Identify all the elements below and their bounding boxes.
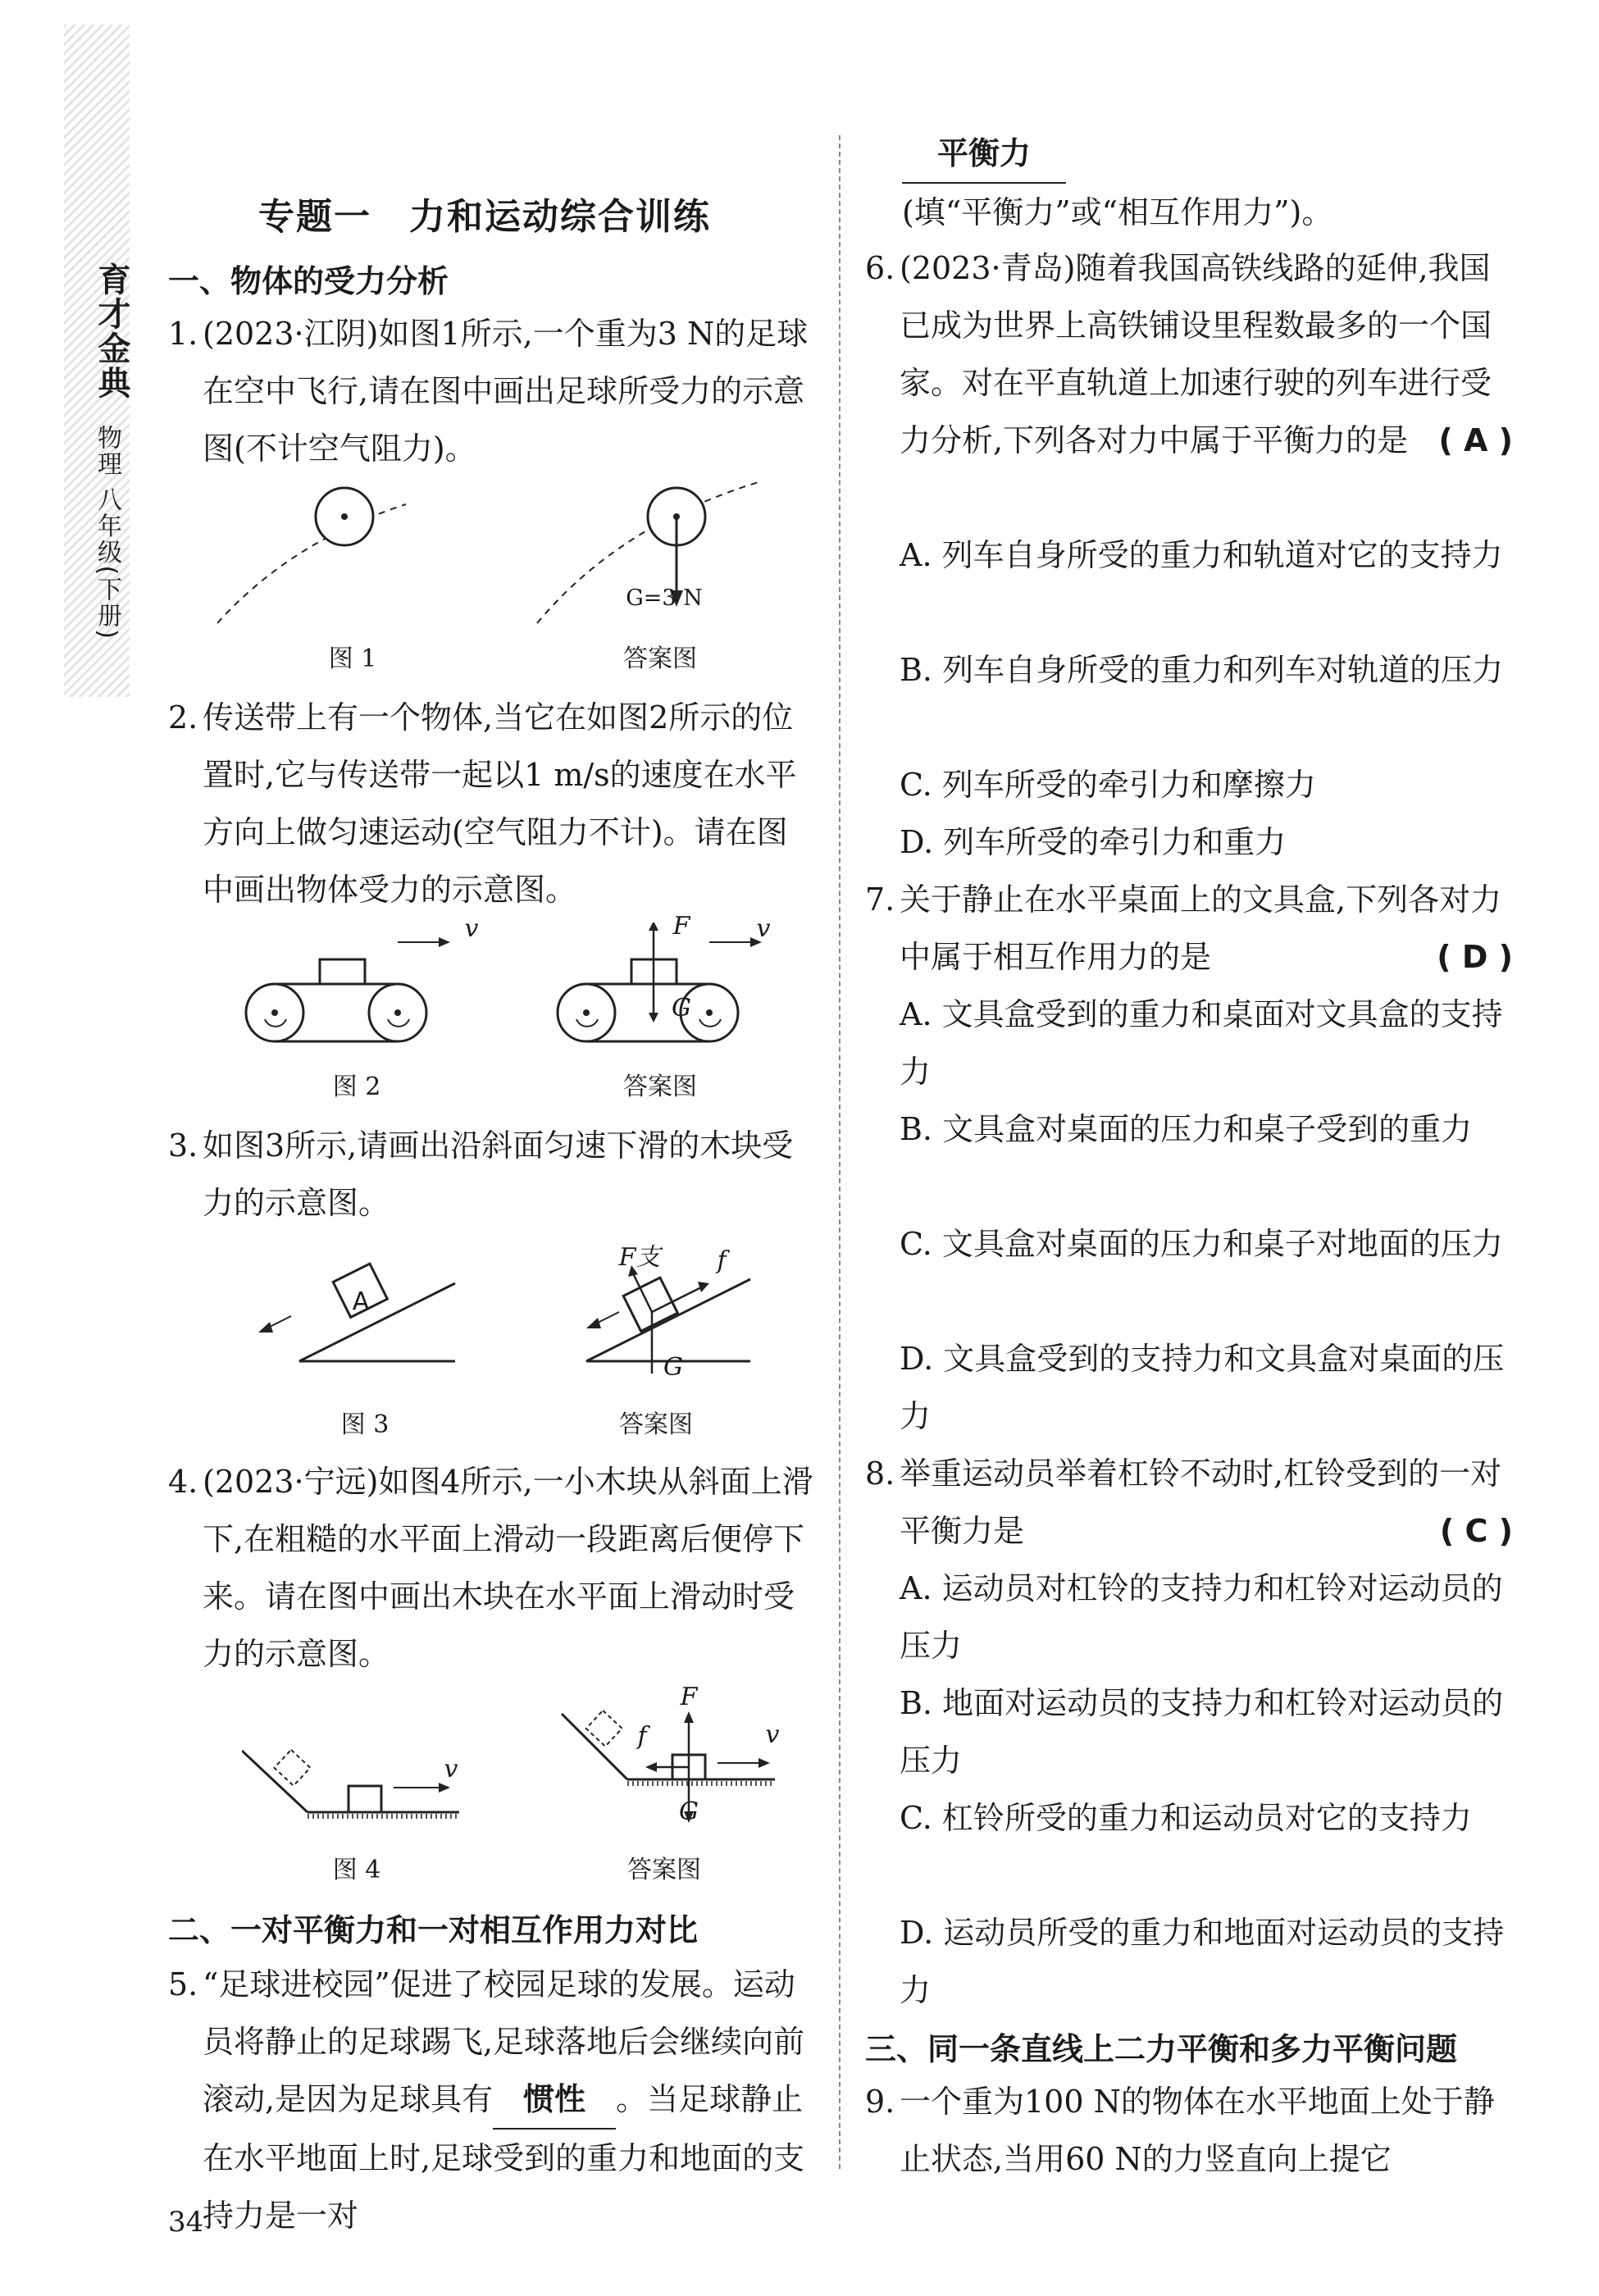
question-text: 如图3所示,请画出沿斜面匀速下滑的木块受力的示意图。 [203,1128,794,1221]
option-b: B. 文具盒对桌面的压力和桌子受到的重力 [900,1111,1473,1147]
question-9 [865,2073,1513,2188]
support-force-label: F [672,912,690,941]
slope-answer [562,1711,775,1823]
question-text: 传送带上有一个物体,当它在如图2所示的位置时,它与传送带一起以1 m/s的速度在水平方向上做匀速运动(空气阻力不计)。请在图中画出物体受力的示意图。 [203,699,797,908]
answer-choice: ( D ) [1437,939,1513,975]
question-number: 6. [865,250,895,286]
answer-force-label: G=3 N [626,585,703,611]
question-2 [168,689,816,918]
figure-1 [217,476,791,664]
question-text-part-b: 。当足球静止在水平地面上时,足球受到的重力和地面的支持力是一对 [203,2081,805,2234]
figure-2 [242,922,800,1062]
question-text: (2023·青岛)随着我国高铁线路的延伸,我国已成为世界上高铁铺设里程数最多的一个国家。对在平直轨道上加速行驶的列车进行受力分析,下列各对力中属于平衡力的是 [900,250,1492,458]
normal-force-label: F支 [618,1243,661,1272]
gravity-label: G [663,1353,683,1382]
question-text: 关于静止在水平桌面上的文具盒,下列各对力中属于相互作用力的是 [900,882,1502,975]
question-5 [168,1956,816,2244]
friction-label: f [717,1246,727,1275]
figure-1-answer-caption: 答案图 [623,645,697,673]
figure-3 [258,1234,783,1374]
question-text: (2023·江阴)如图1所示,一个重为3 N的足球在空中飞行,请在图中画出足球所受力的示意图(不计空气阻力)。 [203,316,809,467]
figure-2-answer-caption: 答案图 [623,1073,697,1101]
friction-label: f [637,1722,647,1751]
answer-blank-1: 惯性 [493,2070,616,2130]
support-force-label: F [680,1683,698,1711]
velocity-label: v [464,914,479,943]
question-number: 4. [168,1464,198,1500]
figure-2-caption: 图 2 [332,1073,381,1101]
option-c: C. 杠铃所受的重力和运动员对它的支持力 [900,1800,1472,1836]
question-8 [865,1445,1513,1560]
figure-4-answer-caption: 答案图 [627,1856,701,1884]
answer-blank-2: 平衡力 [902,125,1066,184]
gravity-label: G [672,994,691,1023]
option-a: A. 运动员对杠铃的支持力和杠铃对运动员的压力 [900,1570,1503,1664]
block-label: A [352,1287,370,1316]
velocity-label: v [444,1755,458,1784]
column-divider [839,135,840,2169]
question-text-part-c: (填“平衡力”或“相互作用力”)。 [902,194,1333,230]
option-b: B. 列车自身所受的重力和列车对轨道的压力 [900,652,1504,688]
conveyor-belt-answer [558,922,762,1041]
section-heading-2: 二、一对平衡力和一对相互作用力对比 [168,1912,699,1948]
question-6 [865,239,1513,469]
question-number: 5. [168,1966,198,2002]
conveyor-belt-left [246,937,450,1041]
figure-1-caption: 图 1 [328,645,377,673]
section-heading-1: 一、物体的受力分析 [168,263,449,299]
gravity-label: G [679,1797,699,1826]
question-text: (2023·宁远)如图4所示,一小木块从斜面上滑下,在粗糙的水平面上滑动一段距离后便停下来。请在图中画出木块在水平面上滑动时受力的示意图。 [203,1464,813,1672]
page-number: 34 [168,2206,204,2239]
option-d: D. 文具盒受到的支持力和文具盒对桌面的压力 [900,1341,1505,1434]
figure-3-caption: 图 3 [340,1410,390,1439]
figure-3-answer-caption: 答案图 [619,1410,693,1439]
question-text: 举重运动员举着杠铃不动时,杠铃受到的一对平衡力是 [900,1456,1502,1549]
velocity-label-answer: v [756,914,771,943]
question-text: 一个重为100 N的物体在水平地面上处于静止状态,当用60 N的力竖直向上提它 [900,2084,1495,2177]
question-number: 1. [168,316,198,352]
page-title: 专题一 力和运动综合训练 [258,196,711,238]
option-a: A. 文具盒受到的重力和桌面对文具盒的支持力 [900,996,1503,1090]
answer-choice: ( C ) [1439,1513,1513,1549]
book-brand: 育才金典 [93,262,130,400]
question-1 [168,305,816,477]
question-4 [168,1453,816,1683]
question-text [902,125,1513,184]
question-number: 2. [168,699,198,736]
book-subject: 物理 八年级(下册) [93,425,121,640]
question-number: 7. [865,882,895,918]
question-number: 9. [865,2084,895,2120]
option-c: C. 文具盒对桌面的压力和桌子对地面的压力 [900,1226,1503,1262]
question-5-continued [902,125,1513,241]
question-text-part-a: “足球进校园”促进了校园足球的发展。运动员将静止的足球踢飞,足球落地后会继续向前滚动,是因为足球具有 [203,1966,805,2117]
option-c: C. 列车所受的牵引力和摩擦力 [900,767,1316,803]
velocity-label-answer: v [765,1720,780,1749]
question-number: 8. [865,1456,895,1492]
question-3 [168,1117,816,1232]
side-label [89,262,130,640]
figure-4-caption: 图 4 [332,1856,381,1884]
question-7 [865,871,1513,986]
option-a: A. 列车自身所受的重力和轨道对它的支持力 [900,537,1503,573]
option-b: B. 地面对运动员的支持力和杠铃对运动员的压力 [900,1685,1504,1779]
slope-left [242,1750,459,1816]
section-heading-3: 三、同一条直线上二力平衡和多力平衡问题 [865,2031,1458,2067]
question-text [203,1956,816,2244]
answer-choice: ( A ) [1438,422,1513,458]
question-number: 3. [168,1128,198,1164]
option-d: D. 列车所受的牵引力和重力 [900,824,1287,860]
option-d: D. 运动员所受的重力和地面对运动员的支持力 [900,1915,1505,2008]
